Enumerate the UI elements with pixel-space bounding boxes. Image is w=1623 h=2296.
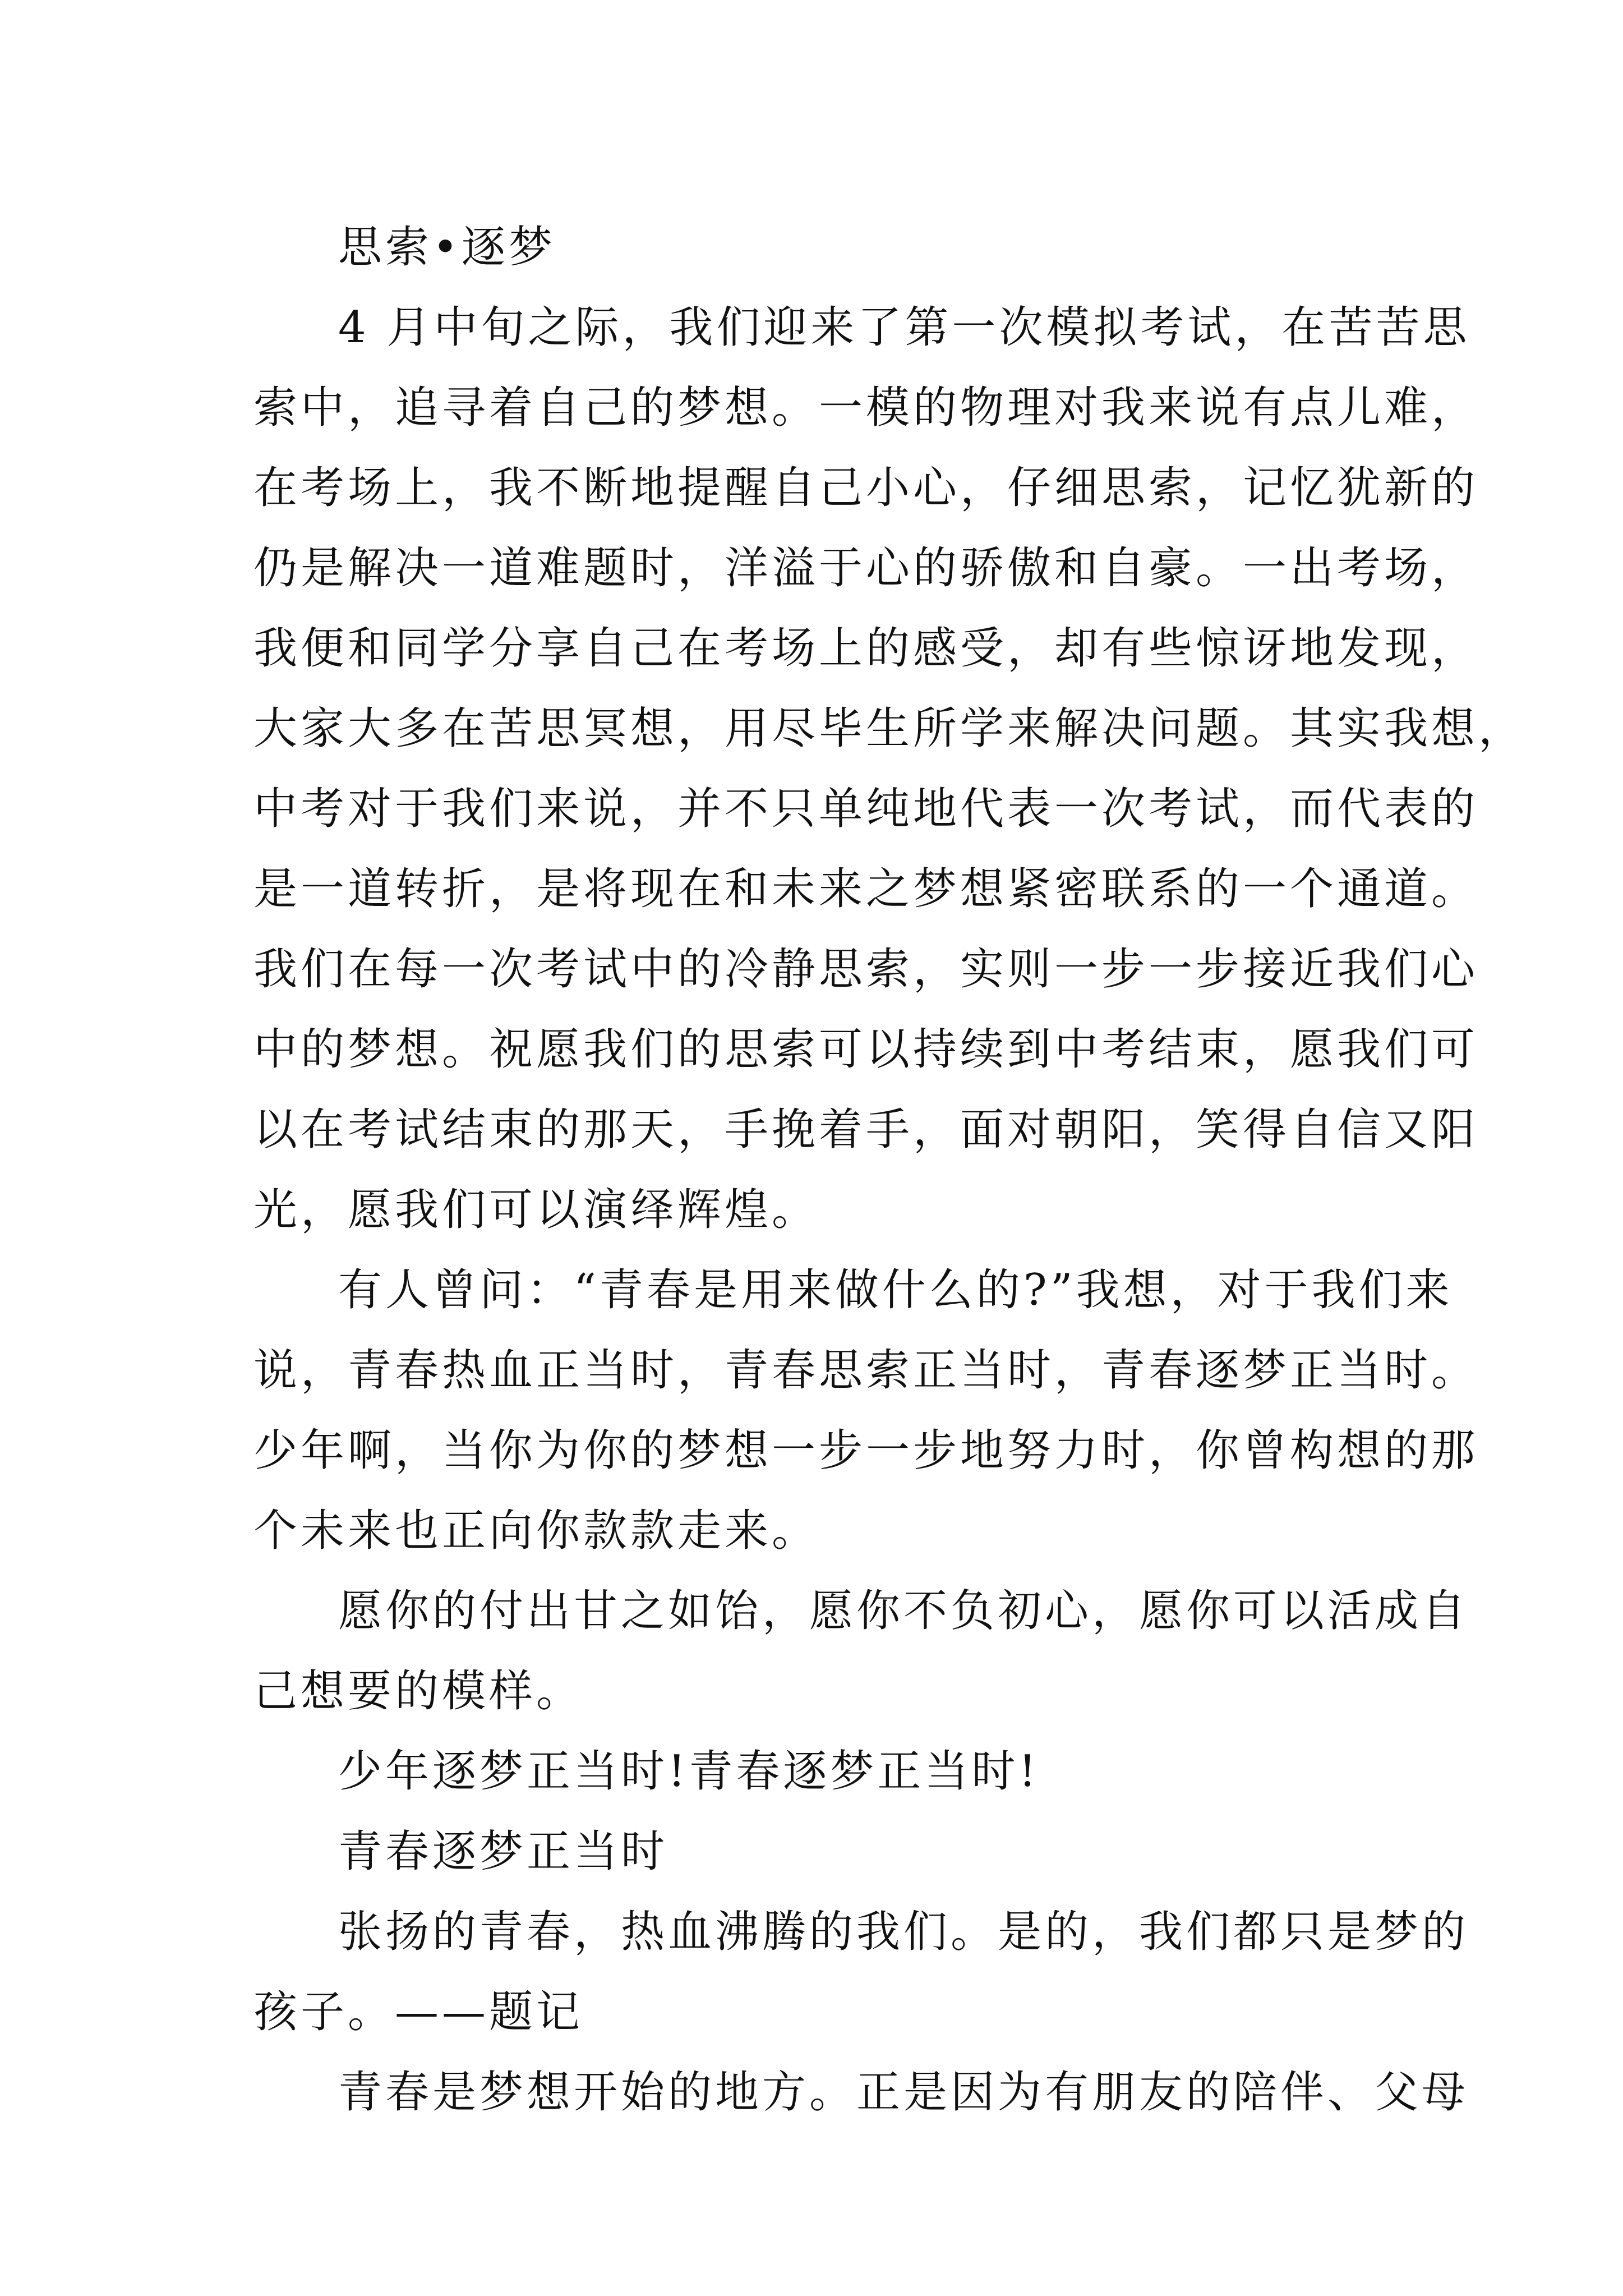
text-line: 在考场上，我不断地提醒自己小心，仔细思索，记忆犹新的 — [253, 463, 1479, 513]
text-line: 光，愿我们可以演绎辉煌。 — [253, 1185, 819, 1235]
text-line: 仍是解决一道难题时，洋溢于心的骄傲和自豪。一出考场， — [253, 543, 1479, 593]
text-line: 中的梦想。祝愿我们的思索可以持续到中考结束，愿我们可 — [253, 1024, 1479, 1075]
text-line: 是一道转折，是将现在和未来之梦想紧密联系的一个通道。 — [253, 864, 1479, 914]
text-line: 有人曾问：“青春是用来做什么的?”我想，对于我们来 — [338, 1265, 1453, 1315]
text-line: 4 月中旬之际，我们迎来了第一次模拟考试，在苦苦思 — [338, 302, 1470, 353]
document-body — [253, 208, 1526, 2133]
text-line: 青春逐梦正当时 — [338, 1826, 668, 1877]
text-line: 个未来也正向你款款走来。 — [253, 1506, 819, 1556]
text-line: 己想要的模样。 — [253, 1666, 584, 1717]
text-line: 少年逐梦正当时!青春逐梦正当时! — [338, 1746, 1040, 1797]
text-line: 说，青春热血正当时，青春思索正当时，青春逐梦正当时。 — [253, 1345, 1479, 1396]
text-line: 我便和同学分享自己在考场上的感受，却有些惊讶地发现， — [253, 623, 1479, 674]
text-line: 张扬的青春，热血沸腾的我们。是的，我们都只是梦的 — [338, 1907, 1469, 1957]
text-line: 大家大多在苦思冥想，用尽毕生所学来解决问题。其实我想， — [253, 703, 1526, 754]
text-line: 孩子。——题记 — [253, 1987, 584, 2037]
text-line: 中考对于我们来说，并不只单纯地代表一次考试，而代表的 — [253, 784, 1479, 834]
text-line: 思索•逐梦 — [338, 222, 556, 273]
text-line: 少年啊，当你为你的梦想一步一步地努力时，你曾构想的那 — [253, 1425, 1479, 1476]
text-line: 愿你的付出甘之如饴，愿你不负初心，愿你可以活成自 — [338, 1586, 1469, 1636]
text-line: 我们在每一次考试中的冷静思索，实则一步一步接近我们心 — [253, 944, 1479, 995]
text-line: 索中，追寻着自己的梦想。一模的物理对我来说有点儿难， — [253, 383, 1479, 433]
text-line: 以在考试结束的那天，手挽着手，面对朝阳，笑得自信又阳 — [253, 1105, 1479, 1155]
text-line: 青春是梦想开始的地方。正是因为有朋友的陪伴、父母 — [338, 2067, 1469, 2118]
